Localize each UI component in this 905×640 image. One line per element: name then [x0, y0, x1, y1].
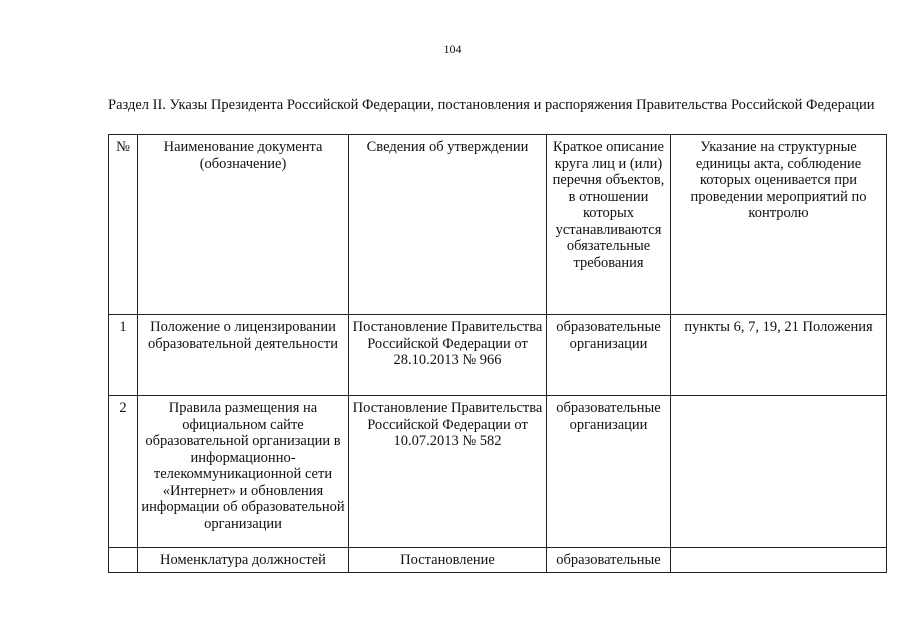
row-description: образовательные организации: [547, 315, 671, 396]
row-document-name: Положение о лицензировании образовательной деятельности: [138, 315, 349, 396]
table-row: [109, 548, 887, 573]
table-row: [109, 396, 887, 548]
row-approval-info: Постановление Правительства Российской Федерации от 28.10.2013 № 966: [349, 315, 547, 396]
section-title: Раздел II. Указы Президента Российской Федерации, постановления и распоряжения Правительства Российской Федерации: [108, 97, 875, 113]
row-document-name: Правила размещения на официальном сайте образовательной организации в информационно-телекоммуникационной сети «Интернет» и обновления информации об образовательной организации: [138, 396, 349, 548]
header-num: №: [109, 135, 138, 315]
header-document-name: Наименование документа (обозначение): [138, 135, 349, 315]
row-description: образовательные: [547, 548, 671, 573]
row-num: 2: [109, 396, 138, 548]
header-structural-units: Указание на структурные единицы акта, соблюдение которых оценивается при проведении мероприятий по контролю: [671, 135, 887, 315]
row-num: [109, 548, 138, 573]
row-document-name: Номенклатура должностей: [138, 548, 349, 573]
header-approval-info: Сведения об утверждении: [349, 135, 547, 315]
requirements-table: [108, 134, 887, 573]
header-description: Краткое описание круга лиц и (или) перечня объектов, в отношении которых устанавливаются обязательные требования: [547, 135, 671, 315]
row-structural-units: [671, 548, 887, 573]
row-approval-info: Постановление: [349, 548, 547, 573]
table-row: [109, 315, 887, 396]
page-number: 104: [443, 42, 462, 56]
row-structural-units: пункты 6, 7, 19, 21 Положения: [671, 315, 887, 396]
row-approval-info: Постановление Правительства Российской Федерации от 10.07.2013 № 582: [349, 396, 547, 548]
row-num: 1: [109, 315, 138, 396]
table-header-row: [109, 135, 887, 315]
row-structural-units: [671, 396, 887, 548]
row-description: образовательные организации: [547, 396, 671, 548]
